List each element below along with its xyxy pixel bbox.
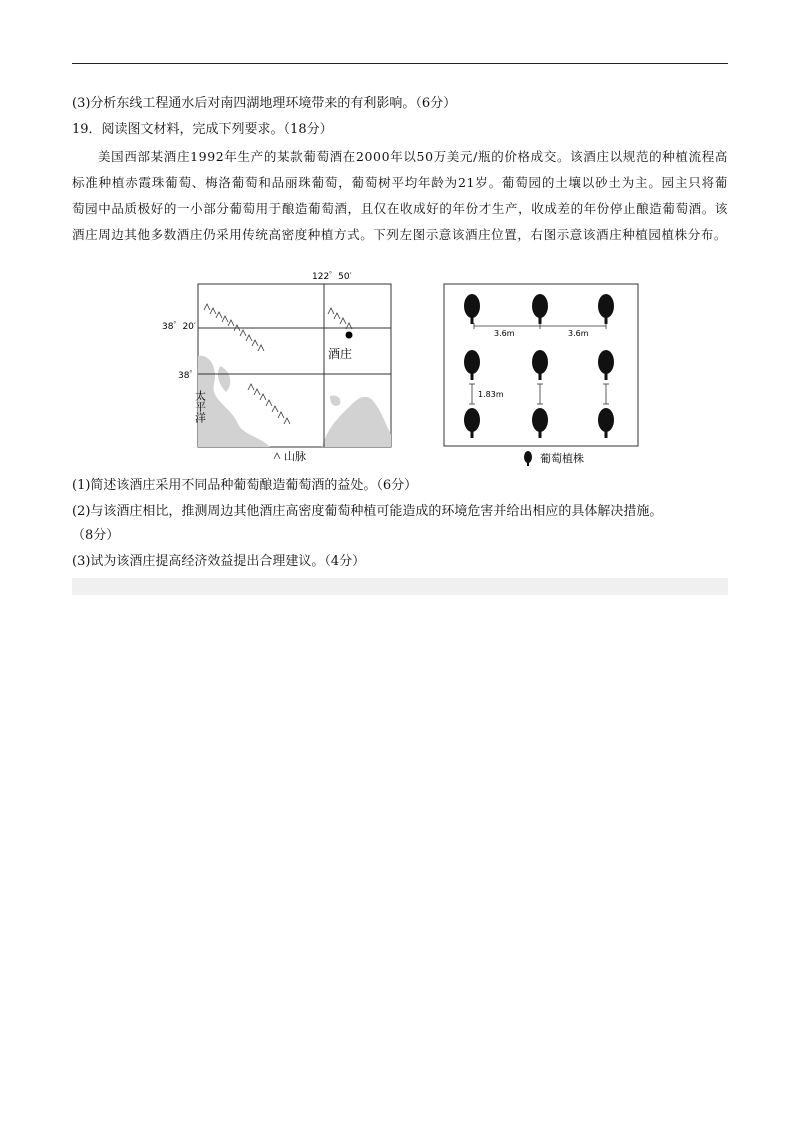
winery-marker <box>346 332 353 339</box>
question-19-part-3: (3)试为该酒庄提高经济效益提出合理建议。（4分） <box>72 554 366 569</box>
spacing-label-h2: 3.6m <box>568 329 589 338</box>
ocean-label: 太平洋 <box>193 390 207 423</box>
question-18-part-3: (3)分析东线工程通水后对南四湖地理环境带来的有利影响。（6分） <box>72 96 457 111</box>
mountain-legend-icon <box>274 453 280 459</box>
latitude-label-2: 38゜ <box>178 371 199 381</box>
legend-vine-label: 葡萄植株 <box>540 452 584 465</box>
question-19-part-1: (1)简述该酒庄采用不同品种葡萄酿造葡萄酒的益处。（6分） <box>72 478 418 493</box>
latitude-label-1: 38゜20′ <box>162 322 196 332</box>
header-rule <box>72 63 728 64</box>
vine-legend-icon <box>524 451 532 466</box>
answer-area-bar <box>72 578 728 595</box>
question-19-part-2-score: （8分） <box>72 528 120 543</box>
winery-location-map <box>150 266 410 466</box>
spacing-label-v: 1.83m <box>478 390 504 399</box>
vine-plant-distribution-diagram <box>440 280 640 470</box>
longitude-label: 122゜50′ <box>312 272 352 282</box>
question-19-title: 19．阅读图文材料，完成下列要求。（18分） <box>72 122 333 137</box>
winery-label: 酒庄 <box>328 347 353 361</box>
legend-mountain-label: 山脉 <box>284 450 306 463</box>
question-19-material: 美国西部某酒庄1992年生产的某款葡萄酒在2000年以50万美元/瓶的价格成交。该酒庄以规范的种植流程高标准种植赤霞珠葡萄、梅洛葡萄和品丽珠葡萄，葡萄树平均年龄为21岁。葡萄园的土壤以砂土为主。园主只将葡萄园中品质极好的一小部分葡萄用于酿造葡萄酒，且仅在收成好的年份才生产，收成差的年份停止酿造葡萄酒。该酒庄周边其他多数酒庄仍采用传统高密度种植方式。下列左图示意该酒庄位置，右图示意该酒庄种植园植株分布。 <box>72 149 728 242</box>
spacing-label-h1: 3.6m <box>494 329 515 338</box>
question-19-part-2: (2)与该酒庄相比，推测周边其他酒庄高密度葡萄种植可能造成的环境危害并给出相应的具体解决措施。 <box>72 504 663 519</box>
map-frame <box>198 284 391 447</box>
